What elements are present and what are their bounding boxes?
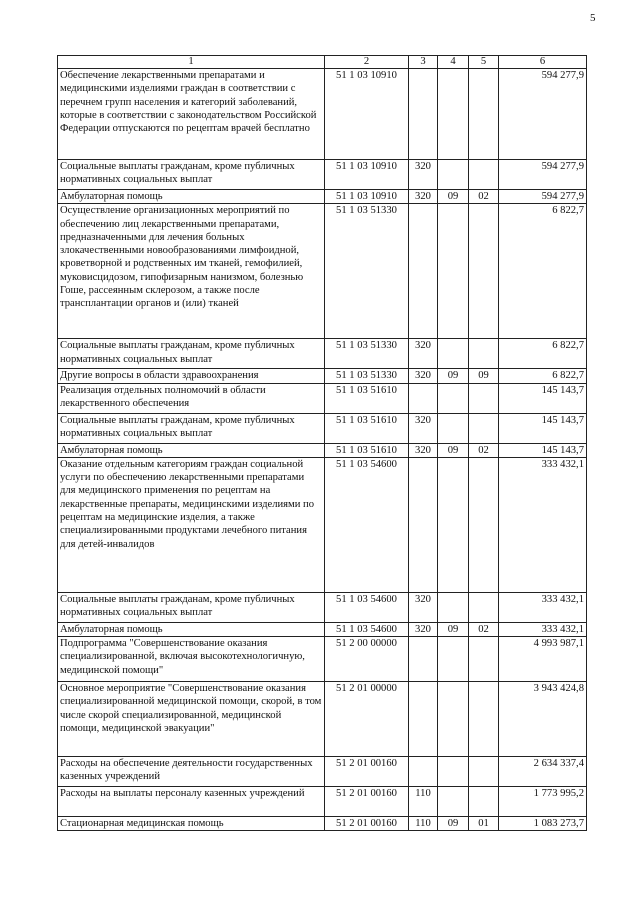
row-section: 09 [438, 443, 469, 457]
table-row [58, 383, 587, 413]
row-subsection [469, 204, 499, 339]
row-name: Стационарная медицинская помощь [58, 817, 325, 831]
row-name: Осуществление организационных мероприятий по обеспечению лиц лекарственными препаратами, предназначенными для лечения больных злокачественными новообразованиями лимфоидной, кроветворной и родственных им тканей, гемофилией, муковисцидозом, гипофизарным нанизмом, болезнью Гоше, рассеянным склерозом, а также после трансплантации органов и (или) тканей [58, 204, 325, 339]
row-name: Реализация отдельных полномочий в области лекарственного обеспечения [58, 383, 325, 413]
row-subsection: 02 [469, 190, 499, 204]
table-row [58, 682, 587, 757]
table-row [58, 413, 587, 443]
table-row [58, 339, 587, 369]
table-row [58, 190, 587, 204]
row-section [438, 787, 469, 817]
row-expense-type: 320 [409, 443, 438, 457]
row-subsection [469, 69, 499, 160]
row-expense-type [409, 637, 438, 682]
row-expense-type: 320 [409, 160, 438, 190]
header-cell: 5 [469, 56, 499, 69]
row-amount: 145 143,7 [499, 413, 587, 443]
row-subsection: 01 [469, 817, 499, 831]
page-number: 5 [590, 12, 596, 24]
row-section [438, 160, 469, 190]
row-expense-type [409, 69, 438, 160]
row-section [438, 339, 469, 369]
row-subsection [469, 457, 499, 592]
header-cell: 3 [409, 56, 438, 69]
row-section: 09 [438, 817, 469, 831]
row-name: Основное мероприятие "Совершенствование оказания специализированной медицинской помощи, скорой, в том числе скорой специализированной, медицинской помощи, медицинской эвакуации" [58, 682, 325, 757]
table-row [58, 457, 587, 592]
row-expense-type [409, 757, 438, 787]
row-amount: 145 143,7 [499, 443, 587, 457]
row-name: Другие вопросы в области здравоохранения [58, 369, 325, 383]
row-amount: 594 277,9 [499, 160, 587, 190]
row-amount: 6 822,7 [499, 369, 587, 383]
row-section [438, 204, 469, 339]
header-cell: 4 [438, 56, 469, 69]
row-subsection [469, 637, 499, 682]
header-cell: 6 [499, 56, 587, 69]
row-name: Расходы на обеспечение деятельности государственных казенных учреждений [58, 757, 325, 787]
header-row [58, 56, 587, 69]
row-expense-type: 320 [409, 413, 438, 443]
row-expense-type: 320 [409, 592, 438, 622]
row-subsection [469, 757, 499, 787]
row-name: Социальные выплаты гражданам, кроме публичных нормативных социальных выплат [58, 592, 325, 622]
row-section: 09 [438, 369, 469, 383]
row-amount: 594 277,9 [499, 190, 587, 204]
header-cell: 2 [325, 56, 409, 69]
row-section: 09 [438, 190, 469, 204]
row-code: 51 1 03 54600 [325, 592, 409, 622]
row-expense-type: 320 [409, 190, 438, 204]
row-name: Амбулаторная помощь [58, 190, 325, 204]
table-row [58, 443, 587, 457]
table-row [58, 817, 587, 831]
row-code: 51 1 03 51330 [325, 369, 409, 383]
row-code: 51 2 01 00160 [325, 817, 409, 831]
row-code: 51 1 03 51610 [325, 443, 409, 457]
row-section [438, 69, 469, 160]
table-row [58, 622, 587, 636]
row-subsection [469, 787, 499, 817]
table-body [58, 69, 587, 831]
budget-table [57, 55, 587, 831]
row-section [438, 757, 469, 787]
table-row [58, 592, 587, 622]
row-amount: 6 822,7 [499, 204, 587, 339]
row-subsection [469, 592, 499, 622]
row-name: Расходы на выплаты персоналу казенных учреждений [58, 787, 325, 817]
row-subsection: 02 [469, 622, 499, 636]
row-amount: 333 432,1 [499, 592, 587, 622]
row-name: Амбулаторная помощь [58, 443, 325, 457]
row-code: 51 1 03 54600 [325, 622, 409, 636]
row-expense-type [409, 682, 438, 757]
row-expense-type: 320 [409, 622, 438, 636]
row-amount: 1 773 995,2 [499, 787, 587, 817]
row-section [438, 592, 469, 622]
row-amount: 1 083 273,7 [499, 817, 587, 831]
row-section [438, 383, 469, 413]
row-section [438, 457, 469, 592]
row-expense-type [409, 457, 438, 592]
row-expense-type: 110 [409, 817, 438, 831]
row-amount: 3 943 424,8 [499, 682, 587, 757]
row-subsection [469, 413, 499, 443]
row-section: 09 [438, 622, 469, 636]
row-name: Социальные выплаты гражданам, кроме публичных нормативных социальных выплат [58, 413, 325, 443]
table-row [58, 369, 587, 383]
table-row [58, 69, 587, 160]
table-row [58, 204, 587, 339]
row-amount: 4 993 987,1 [499, 637, 587, 682]
row-expense-type: 320 [409, 339, 438, 369]
row-section [438, 413, 469, 443]
row-name: Амбулаторная помощь [58, 622, 325, 636]
header-cell: 1 [58, 56, 325, 69]
row-amount: 6 822,7 [499, 339, 587, 369]
row-code: 51 1 03 51610 [325, 383, 409, 413]
table-row [58, 637, 587, 682]
table-row [58, 160, 587, 190]
row-amount: 333 432,1 [499, 622, 587, 636]
row-name: Социальные выплаты гражданам, кроме публичных нормативных социальных выплат [58, 339, 325, 369]
row-amount: 145 143,7 [499, 383, 587, 413]
row-subsection [469, 160, 499, 190]
row-code: 51 1 03 51330 [325, 339, 409, 369]
row-subsection [469, 383, 499, 413]
row-amount: 594 277,9 [499, 69, 587, 160]
row-code: 51 1 03 10910 [325, 160, 409, 190]
row-amount: 333 432,1 [499, 457, 587, 592]
row-expense-type: 110 [409, 787, 438, 817]
row-name: Социальные выплаты гражданам, кроме публичных нормативных социальных выплат [58, 160, 325, 190]
row-expense-type [409, 383, 438, 413]
row-name: Оказание отдельным категориям граждан социальной услуги по обеспечению лекарственными препаратами для медицинского применения по рецептам на лекарственные препараты, медицинскими изделиями по рецептам на медицинские изделия, а также специализированными продуктами лечебного питания для детей-инвалидов [58, 457, 325, 592]
row-section [438, 682, 469, 757]
row-code: 51 2 01 00000 [325, 682, 409, 757]
row-code: 51 1 03 51610 [325, 413, 409, 443]
table-row [58, 787, 587, 817]
row-amount: 2 634 337,4 [499, 757, 587, 787]
table-row [58, 757, 587, 787]
row-code: 51 1 03 51330 [325, 204, 409, 339]
row-subsection [469, 682, 499, 757]
row-section [438, 637, 469, 682]
row-code: 51 1 03 10910 [325, 69, 409, 160]
row-subsection [469, 339, 499, 369]
row-code: 51 2 00 00000 [325, 637, 409, 682]
row-code: 51 2 01 00160 [325, 787, 409, 817]
row-name: Обеспечение лекарственными препаратами и медицинскими изделиями граждан в соответствии с перечнем групп населения и категорий заболеваний, которые в соответствии с законодательством Российской Федерации отпускаются по рецептам врачей бесплатно [58, 69, 325, 160]
row-subsection: 09 [469, 369, 499, 383]
row-name: Подпрограмма "Совершенствование оказания специализированной, включая высокотехнологичную, медицинской помощи" [58, 637, 325, 682]
row-code: 51 1 03 54600 [325, 457, 409, 592]
row-code: 51 2 01 00160 [325, 757, 409, 787]
row-subsection: 02 [469, 443, 499, 457]
row-code: 51 1 03 10910 [325, 190, 409, 204]
row-expense-type [409, 204, 438, 339]
row-expense-type: 320 [409, 369, 438, 383]
